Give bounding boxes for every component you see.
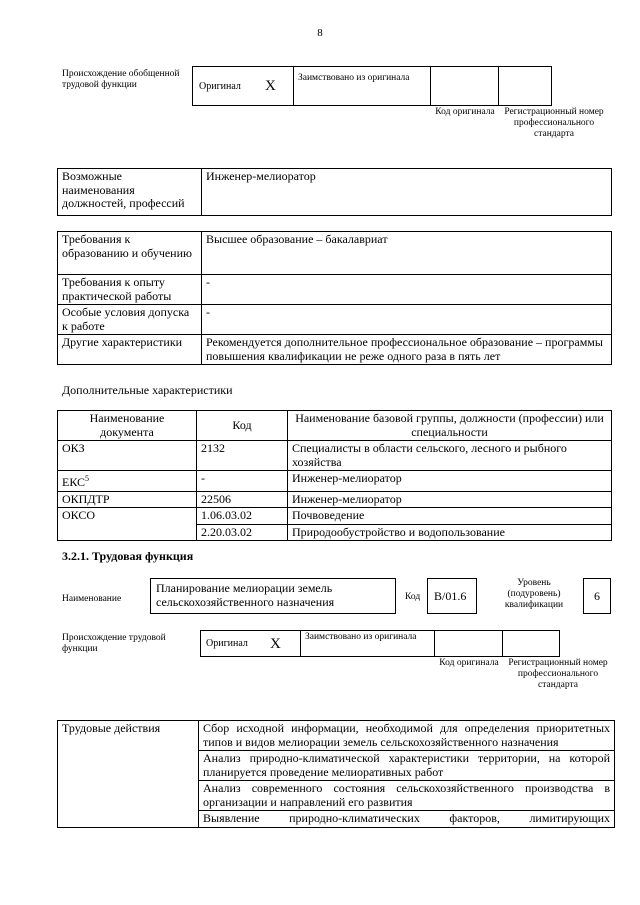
req-label: Требования к опыту практической работы <box>58 275 202 305</box>
actions-label: Трудовые действия <box>58 721 199 828</box>
req-label: Требования к образованию и обучению <box>58 232 202 275</box>
level-label: Уровень (подуровень) квалификации <box>504 578 564 610</box>
req-label: Другие характеристики <box>58 335 202 365</box>
original-mark: X <box>265 78 276 94</box>
code-caption: Код оригинала <box>439 658 499 668</box>
original-label: Оригинал <box>199 81 241 92</box>
function-code-value: B/01.6 <box>434 589 467 603</box>
req-value: Рекомендуется дополнительное профессиональное образование – программы повышения квалификации не реже одного раза в пять лет <box>202 335 612 365</box>
header-cell: Наименование базовой группы, должности (профессии) или специальности <box>288 411 612 441</box>
function-name-label: Наименование <box>62 594 122 604</box>
function-name-value: Планирование мелиорации земель сельскохозяйственного назначения <box>156 581 335 609</box>
header-cell: Наименование документа <box>58 411 197 441</box>
name-cell: Природообустройство и водопользование <box>288 524 612 541</box>
function-code-box <box>427 578 477 614</box>
action-item: Анализ природно-климатической характеристики территории, на которой планируется проведение мелиоративных работ <box>199 751 615 781</box>
header-cell: Код <box>197 411 288 441</box>
positions-value: Инженер-мелиоратор <box>202 169 612 216</box>
positions-table <box>57 168 612 216</box>
requirements-table <box>57 231 612 365</box>
borrowed-label: Заимствовано из оригинала <box>305 632 417 642</box>
borrowed-label: Заимствовано из оригинала <box>298 73 410 83</box>
code-caption: Код оригинала <box>435 107 495 117</box>
code-cell: 2132 <box>197 441 288 471</box>
req-label: Особые условия допуска к работе <box>58 305 202 335</box>
doc-cell: ОКЗ <box>58 441 197 471</box>
doc-cell: ОКПДТР <box>58 491 197 508</box>
table-row <box>58 491 612 508</box>
function-name-box <box>150 578 396 614</box>
origin-label: Происхождение трудовой функции <box>62 633 166 654</box>
table-row <box>58 441 612 471</box>
level-value: 6 <box>594 589 600 603</box>
code-cell: 1.06.03.02 <box>197 508 288 525</box>
code-cell: - <box>197 471 288 492</box>
code-cell: 2.20.03.02 <box>197 524 288 541</box>
additional-heading: Дополнительные характеристики <box>62 383 233 397</box>
code-cell: 22506 <box>197 491 288 508</box>
doc-cell: ОКСО <box>58 508 197 541</box>
original-mark: X <box>270 636 281 652</box>
level-box <box>583 578 611 614</box>
footnote-mark: 5 <box>85 474 90 483</box>
page-number: 8 <box>317 27 323 39</box>
action-item: Сбор исходной информации, необходимой для определения приоритетных типов и видов мелиорации земель сельскохозяйственного назначения <box>199 721 615 751</box>
action-item: Анализ современного состояния сельскохозяйственного производства в организации и направлений его развития <box>199 781 615 811</box>
name-cell: Инженер-мелиоратор <box>288 491 612 508</box>
table-row <box>58 471 612 492</box>
actions-table <box>57 720 615 828</box>
reg-caption: Регистрационный номер профессионального стандарта <box>508 658 608 690</box>
additional-table <box>57 410 612 541</box>
code-label: Код <box>405 592 421 602</box>
action-item: Выявление природно-климатических факторов, лимитирующих <box>199 811 615 828</box>
doc-cell: ЕКС$^5$ <box>58 471 197 492</box>
function-heading: 3.2.1. Трудовая функция <box>62 549 194 563</box>
positions-label: Возможные наименования должностей, профессий <box>58 169 202 216</box>
req-value: - <box>202 275 612 305</box>
name-cell: Почвоведение <box>288 508 612 525</box>
table-row <box>58 508 612 525</box>
req-value: - <box>202 305 612 335</box>
original-label: Оригинал <box>206 638 248 649</box>
reg-caption: Регистрационный номер профессионального стандарта <box>504 107 604 139</box>
name-cell: Специалисты в области сельского, лесного и рыбного хозяйства <box>288 441 612 471</box>
name-cell: Инженер-мелиоратор <box>288 471 612 492</box>
origin-label: Происхождение обобщенной трудовой функции <box>62 69 180 90</box>
req-value: Высшее образование – бакалавриат <box>202 232 612 275</box>
